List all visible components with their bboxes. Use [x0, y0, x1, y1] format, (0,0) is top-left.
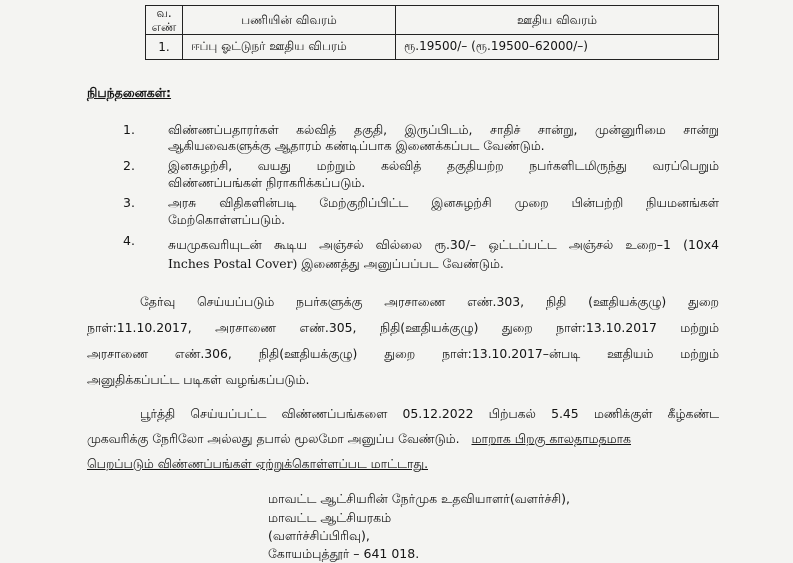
condition-4-number: 4.: [123, 233, 135, 248]
row-pay-scale: ரூ.19500/– (ரூ.19500–62000/–): [396, 35, 719, 60]
condition-3-line1: அரசு விதிகளின்படி மேற்குறிப்பிட்ட இனசுழற்சி முறை பின்பற்றி நியமனங்கள்: [168, 195, 719, 210]
address-line-3: (வளர்ச்சிப்பிரிவு),: [268, 528, 370, 543]
condition-3-number: 3.: [123, 195, 135, 210]
paragraph-2-line2: [87, 431, 631, 448]
paragraph-1-line2: நாள்:11.10.2017, அரசாணை எண்.305, நிதி(ஊதியக்குழு) துறை நாள்:13.10.2017 மற்றும்: [87, 320, 719, 335]
condition-2-number: 2.: [123, 158, 135, 173]
row-serial-no: 1.: [146, 35, 183, 60]
condition-4-line1: சுயமுகவரியுடன் கூடிய அஞ்சல் வில்லை ரூ.30/– ஒட்டப்பட்ட அஞ்சல் உறை–1 (10x4: [168, 237, 719, 252]
paragraph-1-line4: அனுதிக்கப்பட்ட படிகள் வழங்கப்படும்.: [87, 372, 310, 387]
condition-1-line1: விண்ணப்பதாரர்கள் கல்வித் தகுதி, இருப்பிடம், சாதிச் சான்று, முன்னுரிமை சான்று: [168, 122, 719, 137]
address-line-1: மாவட்ட ஆட்சியரின் நேர்முக உதவியாளர்(வளர்ச்சி),: [268, 491, 571, 506]
address-line-4: கோயம்புத்தூர் – 641 018.: [268, 546, 420, 561]
condition-1-line2: ஆகியவைகளுக்கு ஆதாரம் கண்டிப்பாக இணைக்கப்பட வேண்டும்.: [168, 138, 545, 153]
header-pay-details: ஊதிய விவரம்: [396, 6, 719, 35]
address-line-2: மாவட்ட ஆட்சியரகம்: [268, 510, 392, 525]
paragraph-2-line3: பெறப்படும் விண்ணப்பங்கள் ஏற்றுக்கொள்ளப்பட மாட்டாது.: [87, 456, 429, 471]
row-post-name: ஈப்பு ஓட்டுநர் ஊதிய விபரம்: [183, 35, 396, 60]
condition-2-line2: விண்ணப்பங்கள் நிராகரிக்கப்படும்.: [168, 175, 366, 190]
paragraph-2-late-warning: மாறாக பிறகு காலதாமதமாக: [471, 431, 631, 446]
header-post-details: பணியின் விவரம்: [183, 6, 396, 35]
paragraph-1-line1: தேர்வு செய்யப்படும் நபர்களுக்கு அரசாணை எண்.303, நிதி (ஊதியக்குழு) துறை: [140, 294, 719, 309]
paragraph-1-line3: அரசாணை எண்.306, நிதி(ஊதியக்குழு) துறை நாள்:13.10.2017–ன்படி ஊதியம் மற்றும்: [87, 346, 719, 361]
condition-1-number: 1.: [123, 122, 135, 137]
table-header-row: [146, 6, 719, 35]
conditions-title: நிபந்தனைகள்:: [87, 85, 172, 100]
condition-4-line2: Inches Postal Cover) இணைத்து அனுப்பப்பட வேண்டும்.: [168, 256, 504, 271]
condition-2-line1: இனசுழற்சி, வயது மற்றும் கல்வித் தகுதியற்ற நபர்களிடமிருந்து வரப்பெறும்: [168, 158, 719, 173]
table-row: [146, 35, 719, 60]
paragraph-2-line1: பூர்த்தி செய்யப்பட்ட விண்ணப்பங்களை 05.12.2022 பிற்பகல் 5.45 மணிக்குள் கீழ்கண்ட: [140, 406, 719, 421]
pay-details-table: [145, 5, 719, 60]
condition-3-line2: மேற்கொள்ளப்படும்.: [168, 212, 286, 227]
paragraph-2-line2-text: முகவரிக்கு நேரிலோ அல்லது தபால் மூலமோ அனுப்ப வேண்டும்.: [87, 431, 460, 446]
header-serial-no: வ. எண்: [146, 6, 183, 35]
